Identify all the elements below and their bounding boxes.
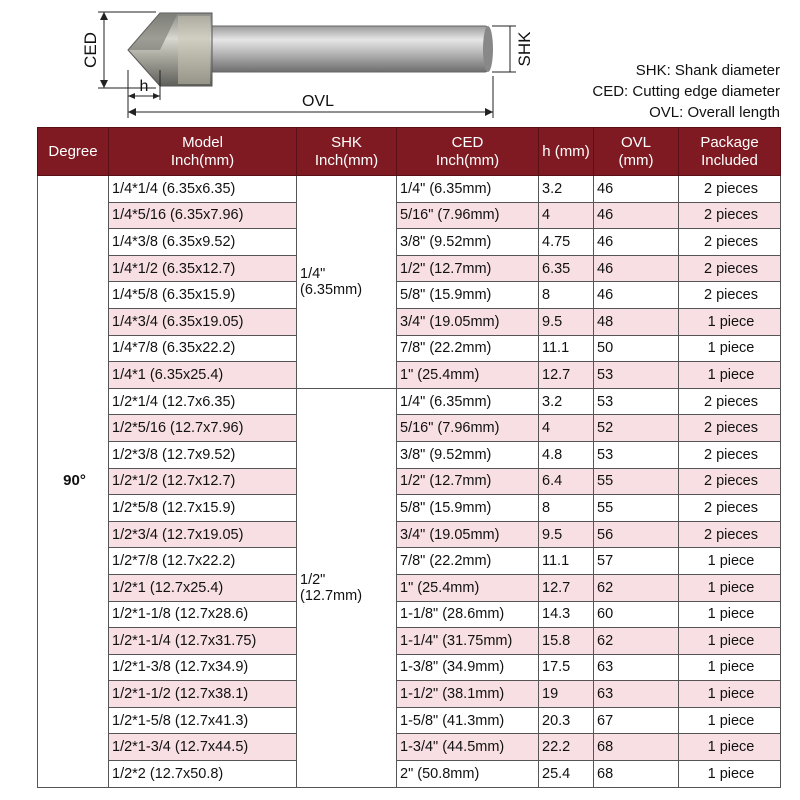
ced-cell: 1-3/4" (44.5mm) bbox=[397, 734, 539, 761]
model-cell: 1/4*5/16 (6.35x7.96) bbox=[109, 202, 297, 229]
ced-cell: 1/4" (6.35mm) bbox=[397, 388, 539, 415]
header-ced: CED Inch(mm) bbox=[397, 128, 539, 176]
shank-group-cell bbox=[297, 388, 397, 787]
h-cell: 15.8 bbox=[539, 628, 594, 655]
legend-ced: CED: Cutting edge diameter bbox=[592, 83, 780, 100]
ced-cell: 3/4" (19.05mm) bbox=[397, 521, 539, 548]
h-cell: 4.75 bbox=[539, 229, 594, 256]
model-cell: 1/2*1-3/8 (12.7x34.9) bbox=[109, 654, 297, 681]
table-row bbox=[38, 707, 781, 734]
ced-label: CED bbox=[81, 32, 100, 68]
package-cell: 2 pieces bbox=[679, 202, 781, 229]
table-row bbox=[38, 229, 781, 256]
table-row bbox=[38, 601, 781, 628]
package-cell: 2 pieces bbox=[679, 441, 781, 468]
package-cell: 2 pieces bbox=[679, 282, 781, 309]
package-cell: 2 pieces bbox=[679, 468, 781, 495]
ovl-cell: 55 bbox=[594, 495, 679, 522]
abbreviation-legend bbox=[592, 60, 780, 123]
ovl-cell: 50 bbox=[594, 335, 679, 362]
package-cell: 2 pieces bbox=[679, 229, 781, 256]
ced-cell: 1-1/8" (28.6mm) bbox=[397, 601, 539, 628]
h-cell: 20.3 bbox=[539, 707, 594, 734]
table-row bbox=[38, 681, 781, 708]
model-cell: 1/2*3/8 (12.7x9.52) bbox=[109, 441, 297, 468]
h-cell: 4 bbox=[539, 202, 594, 229]
ced-cell: 5/16" (7.96mm) bbox=[397, 415, 539, 442]
model-cell: 1/4*7/8 (6.35x22.2) bbox=[109, 335, 297, 362]
ovl-cell: 57 bbox=[594, 548, 679, 575]
table-row bbox=[38, 574, 781, 601]
ovl-cell: 67 bbox=[594, 707, 679, 734]
table-row bbox=[38, 628, 781, 655]
ced-cell: 1-5/8" (41.3mm) bbox=[397, 707, 539, 734]
package-cell: 1 piece bbox=[679, 761, 781, 788]
h-cell: 8 bbox=[539, 495, 594, 522]
h-cell: 17.5 bbox=[539, 654, 594, 681]
table-row bbox=[38, 388, 781, 415]
model-cell: 1/2*1/4 (12.7x6.35) bbox=[109, 388, 297, 415]
header-shk: SHK Inch(mm) bbox=[297, 128, 397, 176]
ovl-cell: 62 bbox=[594, 574, 679, 601]
package-cell: 1 piece bbox=[679, 335, 781, 362]
ced-cell: 1/2" (12.7mm) bbox=[397, 255, 539, 282]
ced-cell: 1/2" (12.7mm) bbox=[397, 468, 539, 495]
model-cell: 1/4*3/4 (6.35x19.05) bbox=[109, 308, 297, 335]
header-degree: Degree bbox=[38, 128, 109, 176]
header-ovl: OVL (mm) bbox=[594, 128, 679, 176]
table-row bbox=[38, 255, 781, 282]
h-cell: 6.35 bbox=[539, 255, 594, 282]
h-cell: 11.1 bbox=[539, 335, 594, 362]
model-cell: 1/4*5/8 (6.35x15.9) bbox=[109, 282, 297, 309]
ovl-cell: 53 bbox=[594, 362, 679, 389]
model-cell: 1/2*5/16 (12.7x7.96) bbox=[109, 415, 297, 442]
model-cell: 1/4*1/4 (6.35x6.35) bbox=[109, 176, 297, 203]
model-cell: 1/2*2 (12.7x50.8) bbox=[109, 761, 297, 788]
ced-cell: 1" (25.4mm) bbox=[397, 362, 539, 389]
ovl-cell: 60 bbox=[594, 601, 679, 628]
ced-cell: 3/4" (19.05mm) bbox=[397, 308, 539, 335]
table-row bbox=[38, 654, 781, 681]
package-cell: 2 pieces bbox=[679, 495, 781, 522]
ovl-cell: 55 bbox=[594, 468, 679, 495]
table-row bbox=[38, 282, 781, 309]
header-model: Model Inch(mm) bbox=[109, 128, 297, 176]
degree-cell: 90° bbox=[38, 176, 109, 788]
ovl-cell: 46 bbox=[594, 202, 679, 229]
shank-mm: (6.35mm) bbox=[300, 281, 363, 298]
shank-group-cell bbox=[297, 176, 397, 389]
h-cell: 22.2 bbox=[539, 734, 594, 761]
table-row bbox=[38, 202, 781, 229]
h-cell: 11.1 bbox=[539, 548, 594, 575]
table-row bbox=[38, 468, 781, 495]
ced-cell: 7/8" (22.2mm) bbox=[397, 335, 539, 362]
legend-shk: SHK: Shank diameter bbox=[635, 62, 780, 79]
table-row bbox=[38, 308, 781, 335]
h-cell: 6.4 bbox=[539, 468, 594, 495]
ovl-cell: 46 bbox=[594, 255, 679, 282]
ovl-label: OVL bbox=[301, 93, 335, 110]
package-cell: 1 piece bbox=[679, 734, 781, 761]
package-cell: 2 pieces bbox=[679, 388, 781, 415]
ovl-cell: 68 bbox=[594, 734, 679, 761]
package-cell: 1 piece bbox=[679, 308, 781, 335]
legend-ovl: OVL: Overall length bbox=[649, 104, 780, 121]
model-cell: 1/2*1 (12.7x25.4) bbox=[109, 574, 297, 601]
shk-label: SHK bbox=[515, 31, 534, 67]
ced-cell: 3/8" (9.52mm) bbox=[397, 441, 539, 468]
ovl-cell: 63 bbox=[594, 654, 679, 681]
table-row bbox=[38, 521, 781, 548]
package-cell: 2 pieces bbox=[679, 176, 781, 203]
h-cell: 4 bbox=[539, 415, 594, 442]
h-cell: 12.7 bbox=[539, 362, 594, 389]
h-cell: 25.4 bbox=[539, 761, 594, 788]
table-row bbox=[38, 495, 781, 522]
model-cell: 1/4*1 (6.35x25.4) bbox=[109, 362, 297, 389]
ovl-cell: 63 bbox=[594, 681, 679, 708]
package-cell: 1 piece bbox=[679, 681, 781, 708]
table-row bbox=[38, 362, 781, 389]
package-cell: 2 pieces bbox=[679, 255, 781, 282]
model-cell: 1/2*7/8 (12.7x22.2) bbox=[109, 548, 297, 575]
table-row bbox=[38, 415, 781, 442]
package-cell: 1 piece bbox=[679, 362, 781, 389]
ovl-cell: 53 bbox=[594, 441, 679, 468]
ced-cell: 5/8" (15.9mm) bbox=[397, 495, 539, 522]
table-row bbox=[38, 548, 781, 575]
h-cell: 9.5 bbox=[539, 308, 594, 335]
h-cell: 3.2 bbox=[539, 176, 594, 203]
package-cell: 2 pieces bbox=[679, 415, 781, 442]
model-cell: 1/2*1-1/4 (12.7x31.75) bbox=[109, 628, 297, 655]
ovl-cell: 46 bbox=[594, 176, 679, 203]
model-cell: 1/2*1-3/4 (12.7x44.5) bbox=[109, 734, 297, 761]
table-row bbox=[38, 761, 781, 788]
shank-mm: (12.7mm) bbox=[300, 587, 363, 604]
package-cell: 1 piece bbox=[679, 628, 781, 655]
ced-cell: 3/8" (9.52mm) bbox=[397, 229, 539, 256]
model-cell: 1/2*1-1/2 (12.7x38.1) bbox=[109, 681, 297, 708]
h-cell: 12.7 bbox=[539, 574, 594, 601]
ovl-cell: 53 bbox=[594, 388, 679, 415]
model-cell: 1/4*3/8 (6.35x9.52) bbox=[109, 229, 297, 256]
table-row bbox=[38, 176, 781, 203]
model-cell: 1/2*1-1/8 (12.7x28.6) bbox=[109, 601, 297, 628]
ovl-cell: 46 bbox=[594, 229, 679, 256]
table-row bbox=[38, 734, 781, 761]
ovl-cell: 68 bbox=[594, 761, 679, 788]
table-header-row bbox=[38, 128, 781, 176]
header-h: h (mm) bbox=[539, 128, 594, 176]
h-cell: 8 bbox=[539, 282, 594, 309]
model-cell: 1/2*3/4 (12.7x19.05) bbox=[109, 521, 297, 548]
ced-cell: 2" (50.8mm) bbox=[397, 761, 539, 788]
ovl-cell: 46 bbox=[594, 282, 679, 309]
shk-dimension bbox=[492, 26, 516, 72]
ovl-cell: 52 bbox=[594, 415, 679, 442]
shank-inch: 1/4" bbox=[300, 265, 326, 282]
ced-cell: 1" (25.4mm) bbox=[397, 574, 539, 601]
h-label: h bbox=[139, 78, 149, 95]
h-cell: 19 bbox=[539, 681, 594, 708]
h-cell: 4.8 bbox=[539, 441, 594, 468]
model-cell: 1/2*5/8 (12.7x15.9) bbox=[109, 495, 297, 522]
table-row bbox=[38, 441, 781, 468]
package-cell: 1 piece bbox=[679, 574, 781, 601]
package-cell: 1 piece bbox=[679, 707, 781, 734]
ced-cell: 1-3/8" (34.9mm) bbox=[397, 654, 539, 681]
package-cell: 1 piece bbox=[679, 654, 781, 681]
spec-table-body bbox=[38, 176, 781, 788]
package-cell: 1 piece bbox=[679, 601, 781, 628]
ovl-cell: 62 bbox=[594, 628, 679, 655]
package-cell: 2 pieces bbox=[679, 521, 781, 548]
ced-cell: 1-1/4" (31.75mm) bbox=[397, 628, 539, 655]
ced-cell: 5/16" (7.96mm) bbox=[397, 202, 539, 229]
model-cell: 1/4*1/2 (6.35x12.7) bbox=[109, 255, 297, 282]
h-cell: 9.5 bbox=[539, 521, 594, 548]
ced-cell: 1/4" (6.35mm) bbox=[397, 176, 539, 203]
ced-cell: 5/8" (15.9mm) bbox=[397, 282, 539, 309]
header-package: Package Included bbox=[679, 128, 781, 176]
model-cell: 1/2*1-5/8 (12.7x41.3) bbox=[109, 707, 297, 734]
h-cell: 3.2 bbox=[539, 388, 594, 415]
ced-cell: 7/8" (22.2mm) bbox=[397, 548, 539, 575]
ovl-cell: 48 bbox=[594, 308, 679, 335]
h-cell: 14.3 bbox=[539, 601, 594, 628]
ovl-cell: 56 bbox=[594, 521, 679, 548]
model-cell: 1/2*1/2 (12.7x12.7) bbox=[109, 468, 297, 495]
spec-table bbox=[37, 127, 781, 788]
ced-cell: 1-1/2" (38.1mm) bbox=[397, 681, 539, 708]
shank-inch: 1/2" bbox=[300, 571, 326, 588]
table-row bbox=[38, 335, 781, 362]
package-cell: 1 piece bbox=[679, 548, 781, 575]
router-bit-image bbox=[128, 13, 493, 86]
